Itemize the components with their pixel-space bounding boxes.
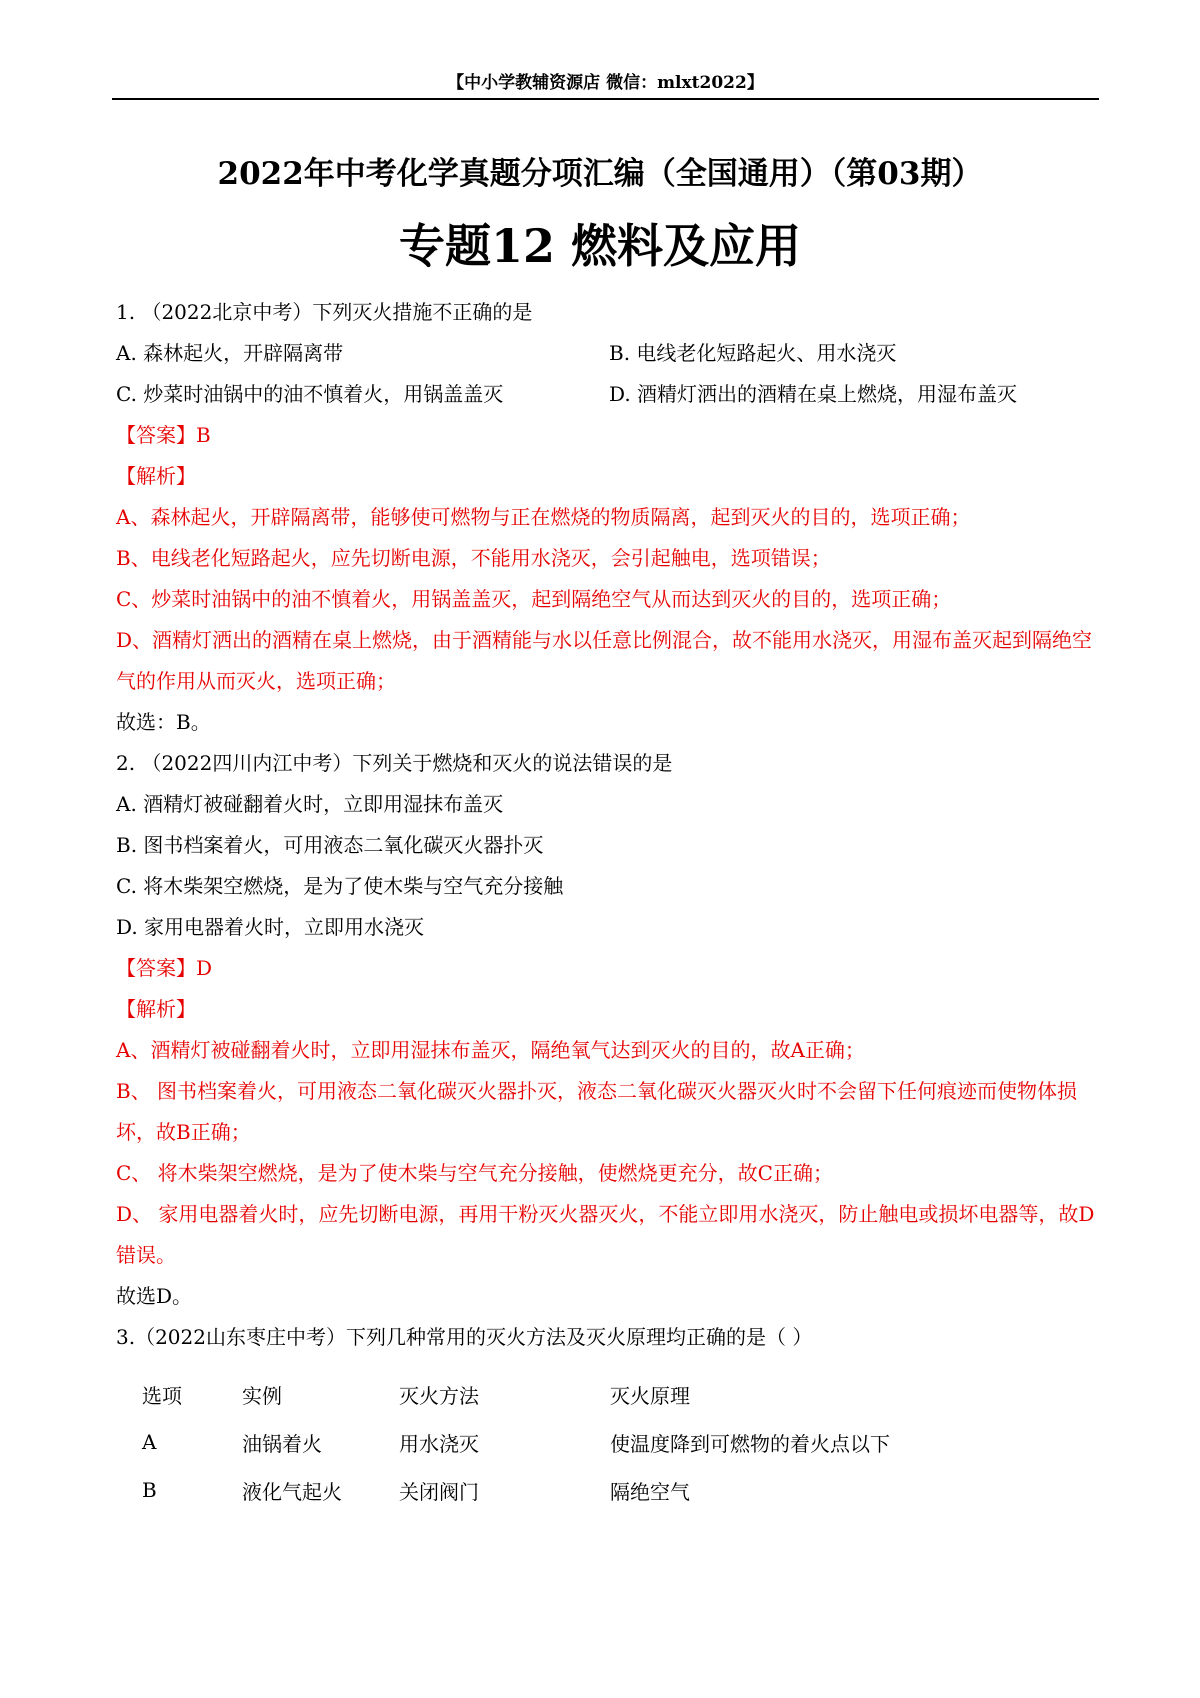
table-cell: A [142, 1430, 157, 1454]
question-2-stem: 2. （2022四川内江中考）下列关于燃烧和灭火的说法错误的是 [116, 751, 673, 775]
table-row [142, 1466, 930, 1514]
table-header-cell: 实例 [242, 1383, 282, 1408]
question-1-analysis-d: D、酒精灯洒出的酒精在桌上燃烧，由于酒精能与水以任意比例混合，故不能用水浇灭，用湿布盖灭起到隔绝空气的作用从而灭火，选项正确； [116, 628, 1093, 693]
question-2-conclusion: 故选D。 [116, 1284, 193, 1308]
question-2-option-b: B. 图书档案着火，可用液态二氧化碳灭火器扑灭 [116, 833, 544, 857]
table-cell: 使温度降到可燃物的着火点以下 [610, 1431, 890, 1456]
table-header-cell: 灭火方法 [399, 1383, 479, 1408]
question-1-option-d: D. 酒精灯洒出的酒精在桌上燃烧，用湿布盖灭 [609, 382, 1018, 406]
table-cell: 液化气起火 [242, 1479, 342, 1504]
question-2-answer: 【答案】D [116, 956, 213, 980]
question-1-stem: 1. （2022北京中考）下列灭火措施不正确的是 [116, 300, 533, 324]
question-1-analysis-c: C、炒菜时油锅中的油不慎着火，用锅盖盖灭，起到隔绝空气从而达到灭火的目的，选项正确； [116, 587, 952, 611]
question-2-analysis-d: D、 家用电器着火时，应先切断电源，再用干粉灭火器灭火，不能立即用水浇灭，防止触电或损坏电器等，故D错误。 [116, 1202, 1095, 1267]
question-2-option-d: D. 家用电器着火时，立即用水浇灭 [116, 915, 425, 939]
question-1-option-c: C. 炒菜时油锅中的油不慎着火，用锅盖盖灭 [116, 382, 504, 406]
table-cell: B [142, 1478, 157, 1502]
question-2-analysis-label: 【解析】 [116, 997, 196, 1021]
document-title: 2022年中考化学真题分项汇编（全国通用）（第03期） [217, 156, 983, 192]
question-2-analysis-a: A、酒精灯被碰翻着火时，立即用湿抹布盖灭，隔绝氧气达到灭火的目的，故A正确； [116, 1038, 865, 1062]
table-header-row [142, 1370, 930, 1418]
question-1-analysis-b: B、电线老化短路起火，应先切断电源，不能用水浇灭，会引起触电，选项错误； [116, 546, 831, 570]
page-header: 【中小学教辅资源店 微信：mlxt2022】 [447, 73, 764, 93]
question-1-option-b: B. 电线老化短路起火、用水浇灭 [609, 341, 897, 365]
table-cell: 关闭阀门 [399, 1479, 479, 1504]
header-divider [112, 98, 1099, 100]
question-2-analysis-c: C、 将木柴架空燃烧，是为了使木柴与空气充分接触，使燃烧更充分，故C正确； [116, 1161, 833, 1185]
question-3-stem: 3.（2022山东枣庄中考）下列几种常用的灭火方法及灭火原理均正确的是（ ） [116, 1325, 813, 1349]
question-2-option-c: C. 将木柴架空燃烧，是为了使木柴与空气充分接触 [116, 874, 564, 898]
question-1-options-row-2 [116, 374, 1101, 415]
question-1-options-row-1 [116, 333, 1101, 374]
topic-title: 专题12 燃料及应用 [398, 219, 802, 273]
question-1-option-a: A. 森林起火，开辟隔离带 [116, 341, 344, 365]
table-header-cell: 灭火原理 [610, 1383, 690, 1408]
question-1-answer: 【答案】B [116, 423, 211, 447]
content-body [116, 292, 1101, 1358]
table-cell: 隔绝空气 [610, 1479, 690, 1504]
table-header-cell: 选项 [142, 1383, 182, 1408]
table-cell: 用水浇灭 [399, 1431, 479, 1456]
question-3-table [142, 1370, 930, 1514]
table-row [142, 1418, 930, 1466]
question-1-analysis-a: A、森林起火，开辟隔离带，能够使可燃物与正在燃烧的物质隔离，起到灭火的目的，选项正确； [116, 505, 971, 529]
question-1-analysis-label: 【解析】 [116, 464, 196, 488]
question-1-conclusion: 故选：B。 [116, 710, 211, 734]
table-cell: 油锅着火 [242, 1431, 322, 1456]
question-2-option-a: A. 酒精灯被碰翻着火时，立即用湿抹布盖灭 [116, 792, 504, 816]
question-2-analysis-b: B、 图书档案着火，可用液态二氧化碳灭火器扑灭，液态二氧化碳灭火器灭火时不会留下任何痕迹而使物体损坏，故B正确； [116, 1079, 1078, 1144]
